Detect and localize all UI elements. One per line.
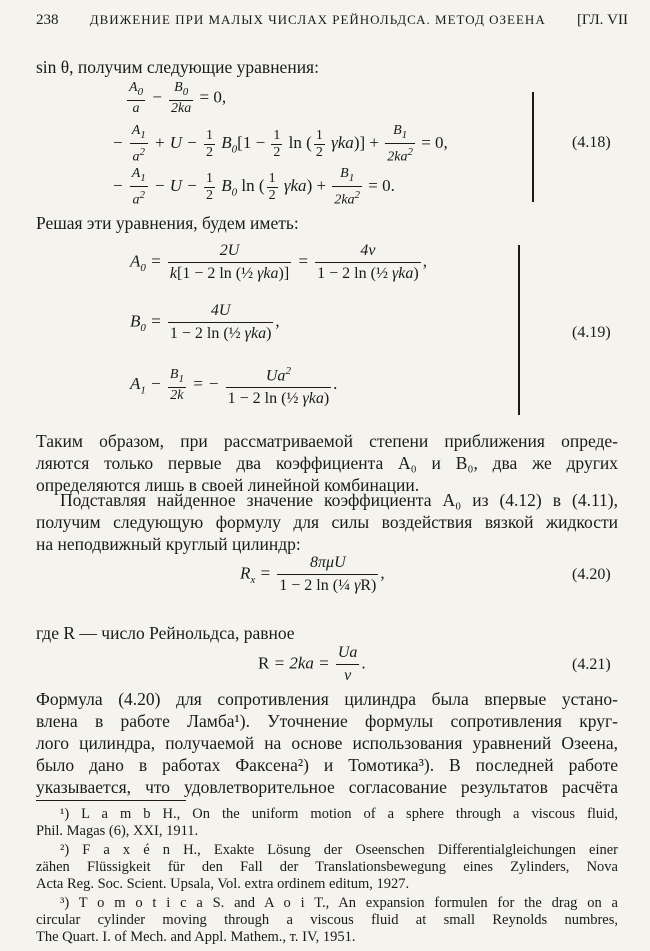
footnote-2-line-3: Acta Reg. Soc. Scient. Upsala, Vol. extra ordinem editum, 1927. xyxy=(36,876,410,892)
paragraph-3-line-4: было дано в работах Факсена²) и Томотика³). В последней работе xyxy=(36,755,618,775)
footnote-3-line-1: ³) T o m o t i c a S. and A o i T., An expansion formulen for the drag on a xyxy=(60,895,618,911)
intro-line: sin θ, получим следующие уравнения: xyxy=(36,57,319,77)
eq-4-20-number: (4.20) xyxy=(572,566,611,583)
paragraph-1-line-2: ляются только первые два коэффициента A₀ и B₀, два же других xyxy=(36,453,618,473)
paragraph-1-line-3: определяются лишь в своей линейной комбинации. xyxy=(36,475,420,495)
paragraph-1-line-1: Таким образом, при рассматриваемой степени приближения опреде- xyxy=(36,431,618,451)
paragraph-3-line-3: лого цилиндра, получаемой на основе использования уравнений Озеена, xyxy=(36,733,618,753)
eq-4-18-brace xyxy=(532,92,534,202)
where-line: где R — число Рейнольдса, равное xyxy=(36,623,295,643)
footnote-1-line-2: Phil. Magas (6), XXI, 1911. xyxy=(36,823,199,839)
eq-4-21-number: (4.21) xyxy=(572,656,611,673)
eq-4-19-row-3: $A_1$ − $\frac{B_1}{2k}$ = − Ua$^2$ 1 − 2 ln (½ γka) . xyxy=(130,360,337,410)
eq-4-20: $R_x$ = 8πμU 1 − 2 ln (¼ γR) , xyxy=(240,554,385,594)
page-number: 238 xyxy=(36,12,59,28)
eq-4-19-row-1: $A_0$ = 2U k[1 − 2 ln (½ γka)] = 4ν 1 − 2 ln (½ γka) , xyxy=(130,242,427,282)
footnote-2-line-2: zähen Flüssigkeit für den Fall der Translationsbewegung eines Zylinders, Nova xyxy=(36,859,618,875)
eq-4-19-number: (4.19) xyxy=(572,324,611,341)
eq-4-18-row-2: − $\frac{A_1}{a^2}$ + U − $\frac{1}{2}$ $B_0[1$ − $\frac{1}{2}$ ln ( $\frac{1}{2}$ γka)] + $\frac{B_1}{2ka^2}$ = 0, xyxy=(112,123,448,165)
footnote-rule xyxy=(36,800,186,801)
eq-4-18-number: (4.18) xyxy=(572,134,611,151)
eq-4-21: R = 2ka = $\frac{Ua}{\nu}$ . xyxy=(258,644,366,684)
paragraph-3-line-2: влена в работе Ламба¹). Уточнение формулы сопротивления круг- xyxy=(36,711,618,731)
footnote-3-line-2: circular cylinder moving through a viscous fluid at small Reynolds numbres, xyxy=(36,912,618,928)
eq-4-19-row-2: $B_0$ = 4U 1 − 2 ln (½ γka) , xyxy=(130,302,280,342)
eq-4-18-row-3: − $\frac{A_1}{a^2}$ − U − $\frac{1}{2}$ $B_0$ ln ( $\frac{1}{2}$ γka) + $\frac{B_1}{2ka^2}$ = 0. xyxy=(112,166,395,208)
paragraph-2-line-1: Подставляя найденное значение коэффициента A₀ из (4.12) в (4.11), xyxy=(60,490,618,510)
solving-line: Решая эти уравнения, будем иметь: xyxy=(36,213,299,233)
paragraph-2-line-2: получим следующую формулу для силы воздействия вязкой жидкости xyxy=(36,512,618,532)
paragraph-3-line-5: указывается, что удовлетворительное согласование результатов расчёта xyxy=(36,777,618,797)
footnote-1-line-1: ¹) L a m b H., On the uniform motion of a sphere through a viscous fluid, xyxy=(60,806,618,822)
chapter-label: [ГЛ. VII xyxy=(576,12,628,28)
paragraph-3-line-1: Формула (4.20) для сопротивления цилиндра была впервые устано- xyxy=(36,689,618,709)
running-header xyxy=(36,12,628,29)
eq-4-19-brace xyxy=(518,245,520,415)
running-title: ДВИЖЕНИЕ ПРИ МАЛЫХ ЧИСЛАХ РЕЙНОЛЬДСА. МЕТОД ОЗЕЕНА xyxy=(89,12,546,27)
paragraph-2-line-3: на неподвижный круглый цилиндр: xyxy=(36,534,301,554)
footnote-3-line-3: The Quart. I. of Mech. and Appl. Mathem., т. IV, 1951. xyxy=(36,929,356,945)
eq-4-18-row-1: $\frac{A_0}{a}$ − $\frac{B_0}{2ka}$ = 0, xyxy=(129,80,227,116)
footnote-2-line-1: ²) F a x é n H., Exakte Lösung der Oseenschen Differentialgleichungen einer xyxy=(60,842,618,858)
